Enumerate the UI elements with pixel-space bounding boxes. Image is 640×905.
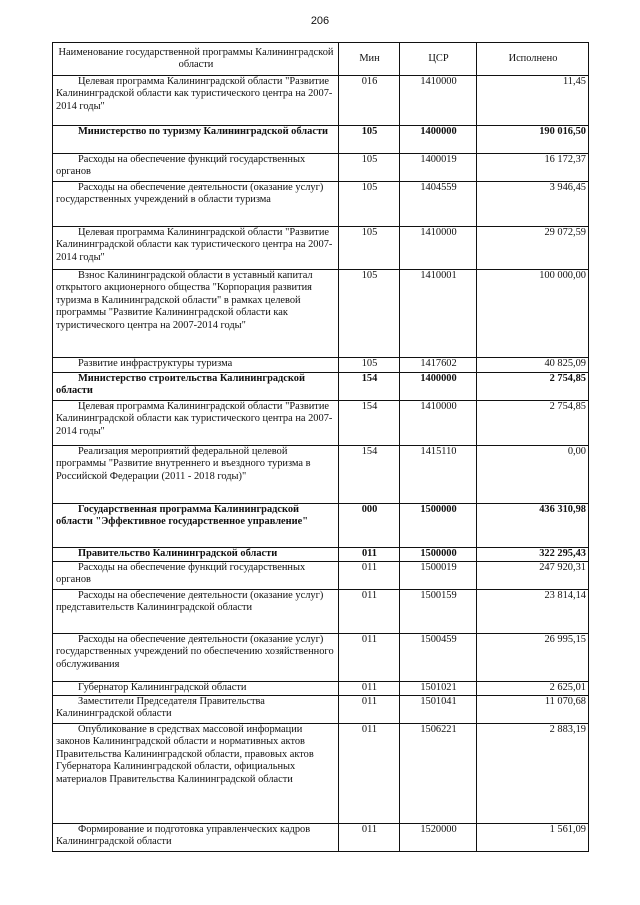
- row-ministry-code: 011: [339, 824, 400, 852]
- row-executed-amount: 190 016,50: [477, 126, 589, 154]
- row-ministry-code: 011: [339, 548, 400, 562]
- row-program-name: Расходы на обеспечение деятельности (оказание услуг) государственных учреждений по обеспечению хозяйственного обслуживания: [53, 634, 339, 682]
- row-program-name: Расходы на обеспечение деятельности (оказание услуг) государственных учреждений в области туризма: [53, 182, 339, 227]
- row-executed-amount: 2 883,19: [477, 724, 589, 824]
- table-row: [53, 373, 589, 401]
- row-ministry-code: 105: [339, 126, 400, 154]
- row-target-article-code: 1500000: [400, 548, 477, 562]
- row-target-article-code: 1400000: [400, 126, 477, 154]
- row-program-name: Государственная программа Калининградской области "Эффективное государственное управление": [53, 504, 339, 548]
- row-ministry-code: 105: [339, 358, 400, 373]
- table-row: [53, 696, 589, 724]
- table-row: [53, 590, 589, 634]
- header-executed-amount: Исполнено: [477, 43, 589, 76]
- row-target-article-code: 1400019: [400, 154, 477, 182]
- table-row: [53, 126, 589, 154]
- table-row: [53, 634, 589, 682]
- table-row: [53, 358, 589, 373]
- page-number: 206: [310, 15, 330, 27]
- row-target-article-code: 1500000: [400, 504, 477, 548]
- row-target-article-code: 1500159: [400, 590, 477, 634]
- row-ministry-code: 105: [339, 227, 400, 270]
- table-row: [53, 76, 589, 126]
- row-target-article-code: 1410000: [400, 401, 477, 446]
- row-executed-amount: 100 000,00: [477, 270, 589, 358]
- row-program-name: Министерство строительства Калининградской области: [53, 373, 339, 401]
- row-ministry-code: 011: [339, 682, 400, 696]
- row-executed-amount: 40 825,09: [477, 358, 589, 373]
- row-program-name: Министерство по туризму Калининградской области: [53, 126, 339, 154]
- row-target-article-code: 1501041: [400, 696, 477, 724]
- row-program-name: Опубликование в средствах массовой информации законов Калининградской области и нормативных актов Правительства Калининградской области, правовых актов Губернатора Калининградской области, официальных материалов Правительства Калининградской области: [53, 724, 339, 824]
- row-executed-amount: 322 295,43: [477, 548, 589, 562]
- row-program-name: Целевая программа Калининградской области "Развитие Калининградской области как туристического центра на 2007-2014 годы": [53, 401, 339, 446]
- row-ministry-code: 011: [339, 590, 400, 634]
- row-target-article-code: 1415110: [400, 446, 477, 504]
- row-target-article-code: 1501021: [400, 682, 477, 696]
- row-executed-amount: 2 754,85: [477, 401, 589, 446]
- table-row: [53, 182, 589, 227]
- table-row: [53, 227, 589, 270]
- row-executed-amount: 247 920,31: [477, 562, 589, 590]
- row-executed-amount: 11 070,68: [477, 696, 589, 724]
- table-row: [53, 682, 589, 696]
- row-ministry-code: 011: [339, 724, 400, 824]
- row-ministry-code: 154: [339, 373, 400, 401]
- header-ministry-code: Мин: [339, 43, 400, 76]
- row-target-article-code: 1520000: [400, 824, 477, 852]
- row-executed-amount: 16 172,37: [477, 154, 589, 182]
- row-target-article-code: 1410000: [400, 227, 477, 270]
- table-header-row: [53, 43, 589, 76]
- table-row: [53, 548, 589, 562]
- table-row: [53, 504, 589, 548]
- row-target-article-code: 1404559: [400, 182, 477, 227]
- row-program-name: Правительство Калининградской области: [53, 548, 339, 562]
- table-row: [53, 154, 589, 182]
- row-ministry-code: 154: [339, 446, 400, 504]
- header-program-name: Наименование государственной программы Калининградской области: [53, 43, 339, 76]
- row-target-article-code: 1417602: [400, 358, 477, 373]
- row-executed-amount: 2 754,85: [477, 373, 589, 401]
- row-program-name: Взнос Калининградской области в уставный капитал открытого акционерного общества "Корпорация развития туризма в Калининградской области" в рамках целевой программы "Развитие Калининградской области как туристического центра на 2007-2014 годы": [53, 270, 339, 358]
- row-program-name: Расходы на обеспечение функций государственных органов: [53, 562, 339, 590]
- budget-execution-table: [52, 42, 589, 852]
- row-target-article-code: 1500019: [400, 562, 477, 590]
- row-executed-amount: 436 310,98: [477, 504, 589, 548]
- row-program-name: Расходы на обеспечение деятельности (оказание услуг) представительств Калининградской области: [53, 590, 339, 634]
- row-program-name: Целевая программа Калининградской области "Развитие Калининградской области как туристического центра на 2007-2014 годы": [53, 227, 339, 270]
- row-ministry-code: 011: [339, 634, 400, 682]
- row-ministry-code: 105: [339, 154, 400, 182]
- row-executed-amount: 1 561,09: [477, 824, 589, 852]
- row-target-article-code: 1506221: [400, 724, 477, 824]
- table-row: [53, 446, 589, 504]
- row-executed-amount: 3 946,45: [477, 182, 589, 227]
- row-ministry-code: 011: [339, 562, 400, 590]
- table-row: [53, 401, 589, 446]
- table-body: [53, 76, 589, 852]
- row-target-article-code: 1410000: [400, 76, 477, 126]
- row-target-article-code: 1400000: [400, 373, 477, 401]
- row-ministry-code: 016: [339, 76, 400, 126]
- row-ministry-code: 105: [339, 182, 400, 227]
- row-target-article-code: 1410001: [400, 270, 477, 358]
- row-executed-amount: 0,00: [477, 446, 589, 504]
- row-program-name: Формирование и подготовка управленческих кадров Калининградской области: [53, 824, 339, 852]
- header-target-article-code: ЦСР: [400, 43, 477, 76]
- row-executed-amount: 2 625,01: [477, 682, 589, 696]
- row-executed-amount: 11,45: [477, 76, 589, 126]
- row-program-name: Развитие инфраструктуры туризма: [53, 358, 339, 373]
- row-executed-amount: 29 072,59: [477, 227, 589, 270]
- row-program-name: Заместители Председателя Правительства Калининградской области: [53, 696, 339, 724]
- row-target-article-code: 1500459: [400, 634, 477, 682]
- table-row: [53, 824, 589, 852]
- table-row: [53, 270, 589, 358]
- row-executed-amount: 23 814,14: [477, 590, 589, 634]
- row-ministry-code: 105: [339, 270, 400, 358]
- row-ministry-code: 154: [339, 401, 400, 446]
- row-ministry-code: 000: [339, 504, 400, 548]
- row-executed-amount: 26 995,15: [477, 634, 589, 682]
- row-program-name: Целевая программа Калининградской области "Развитие Калининградской области как туристического центра на 2007-2014 годы": [53, 76, 339, 126]
- row-program-name: Расходы на обеспечение функций государственных органов: [53, 154, 339, 182]
- row-ministry-code: 011: [339, 696, 400, 724]
- table-row: [53, 562, 589, 590]
- row-program-name: Реализация мероприятий федеральной целевой программы "Развитие внутреннего и въездного туризма в Российской Федерации (2011 - 2018 годы)": [53, 446, 339, 504]
- row-program-name: Губернатор Калининградской области: [53, 682, 339, 696]
- table-row: [53, 724, 589, 824]
